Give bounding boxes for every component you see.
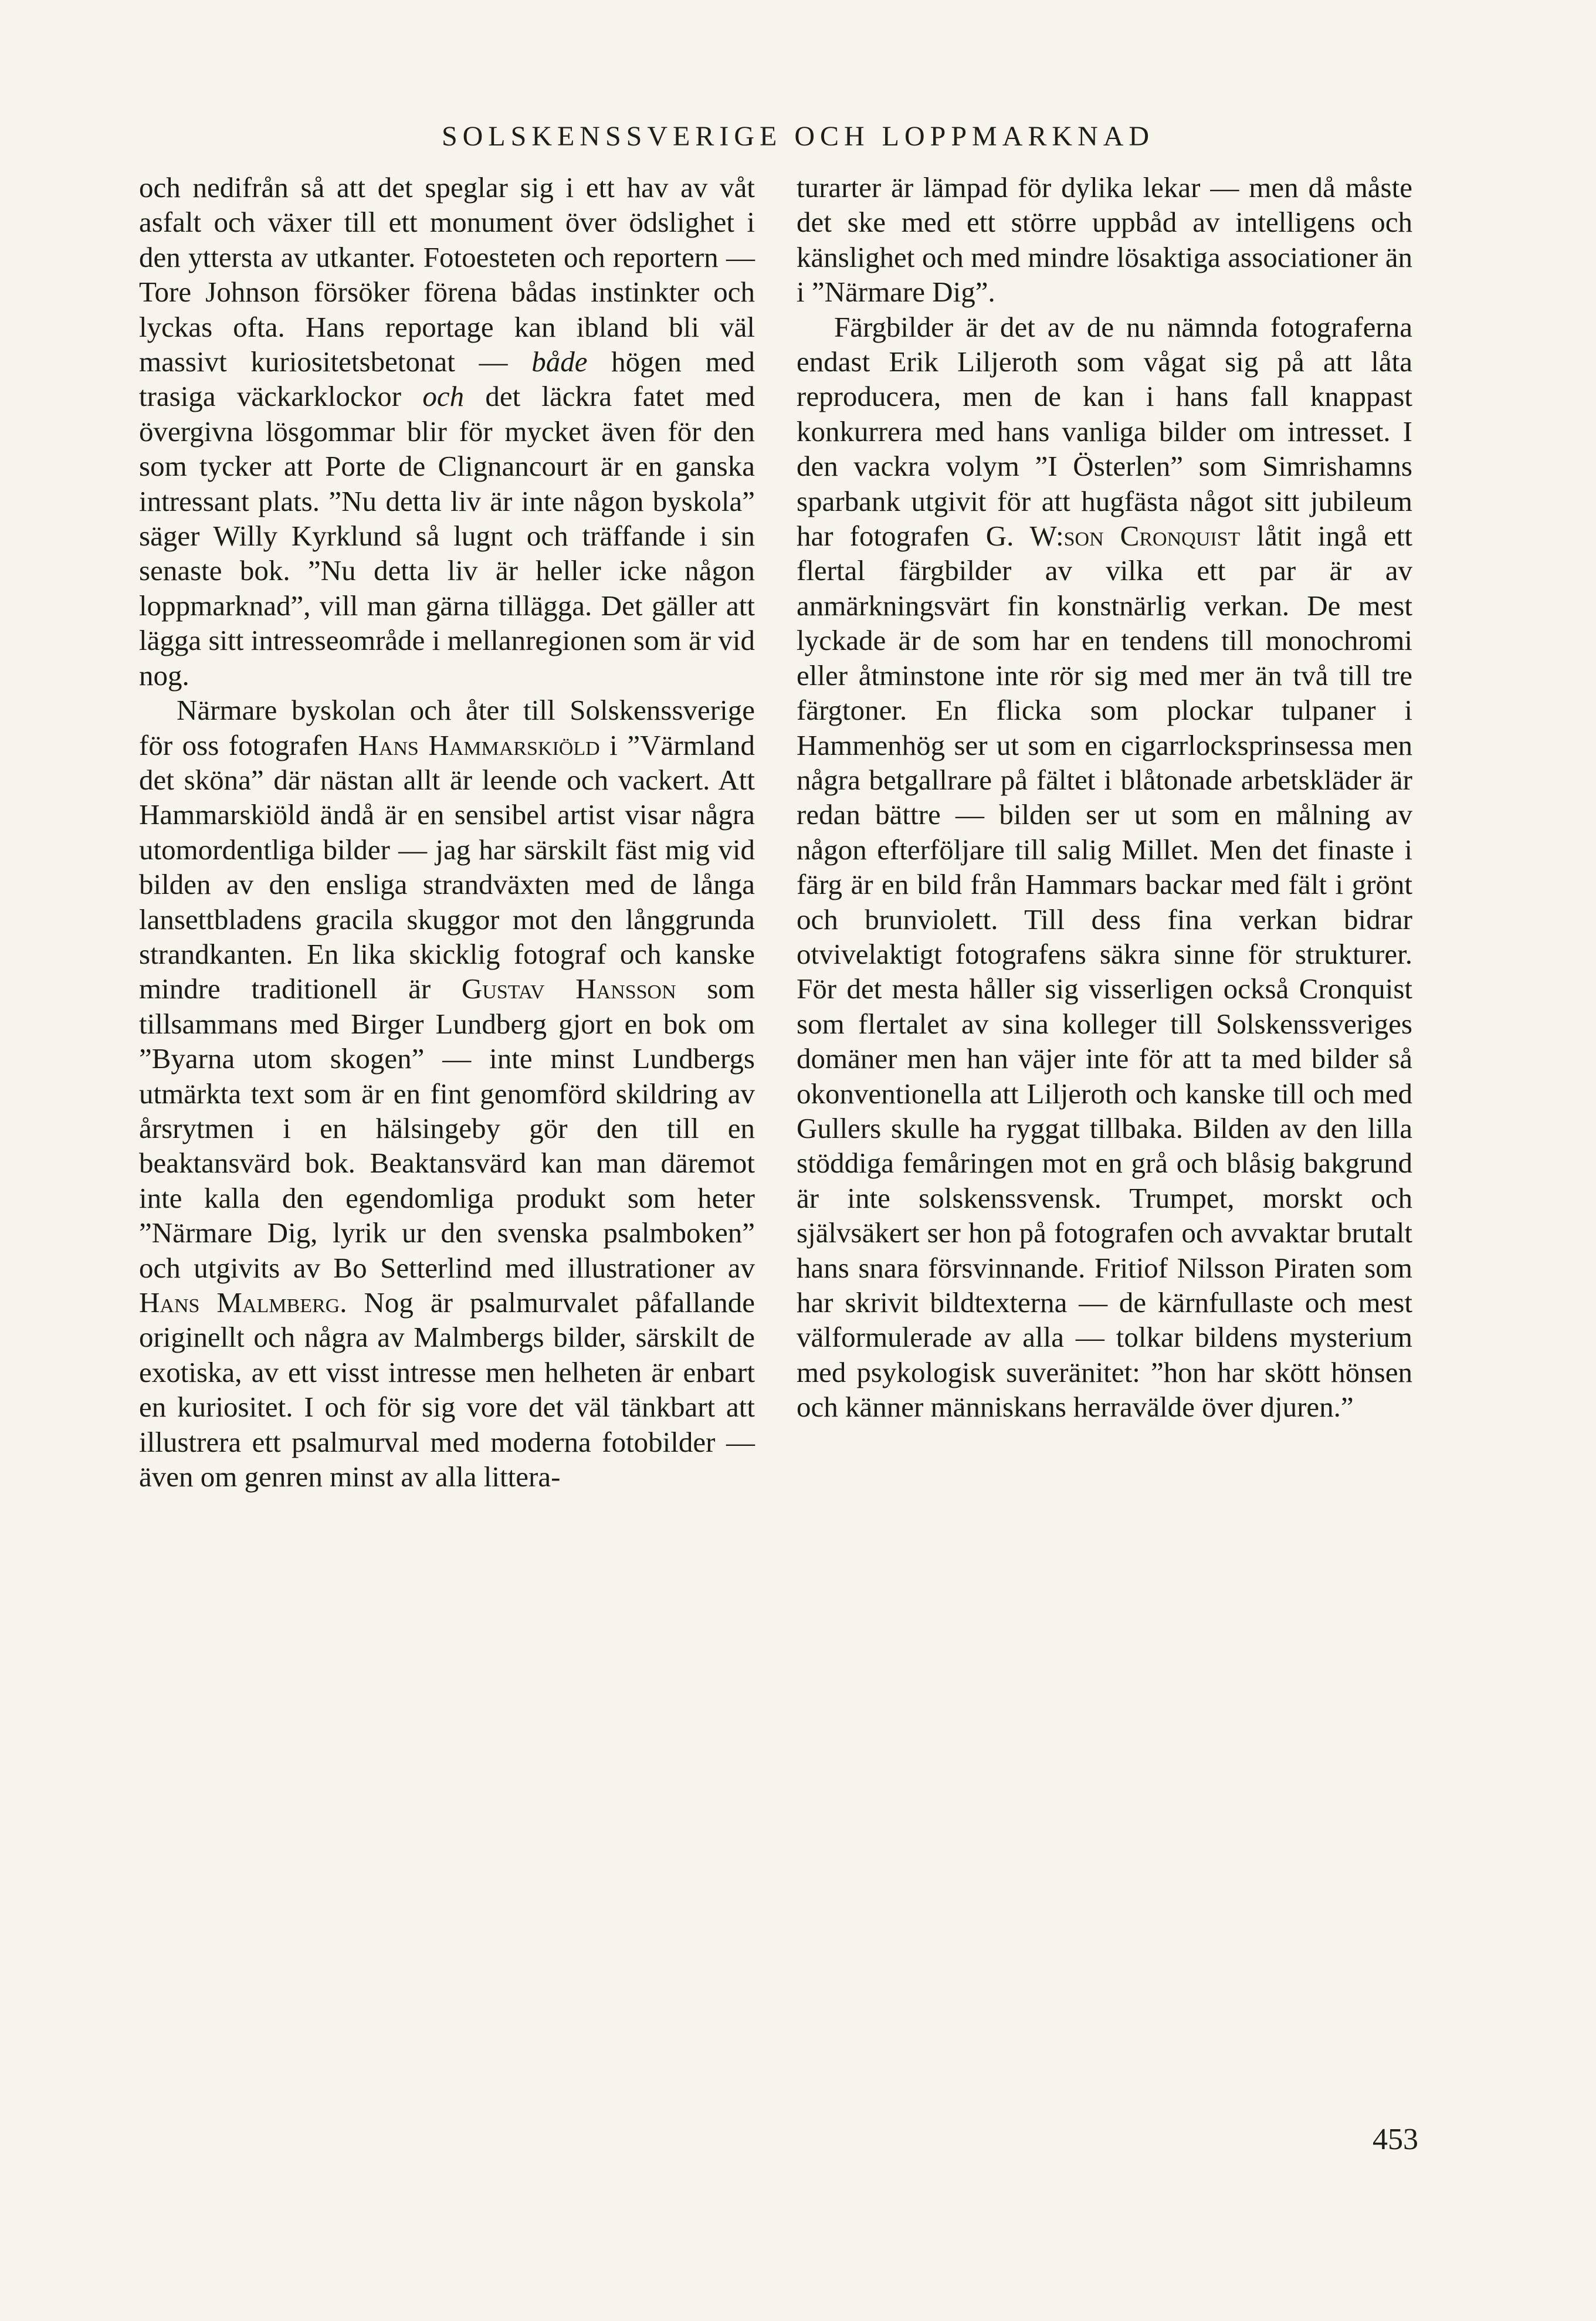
left-column	[139, 170, 755, 1494]
paragraph: och nedifrån så att det speglar sig i ett hav av våt asfalt och växer till ett monument över ödslighet i den yttersta av utkanter. Fotoesteten och reportern — Tore Johnson försöker förena bådas instinkter och lyckas ofta. Hans reportage kan ibland bli väl massivt kuriositetsbetonat — både högen med trasiga väckarklockor och det läckra fatet med övergivna lösgommar blir för mycket även för den som tycker att Porte de Clignancourt är en ganska intressant plats. ”Nu detta liv är inte någon byskola” säger Willy Kyrklund så lugnt och träffande i sin senaste bok. ”Nu detta liv är heller icke någon loppmarknad”, vill man gärna tillägga. Det gäller att lägga sitt intresseområde i mellanregionen som är vid nog.	[139, 171, 755, 692]
photographer-name: Gustav Hansson	[461, 973, 676, 1005]
paragraph: turarter är lämpad för dylika lekar — men då måste det ske med ett större uppbåd av intelligens och känslighet och med mindre lösaktiga associationer än i ”Närmare Dig”.	[797, 171, 1412, 309]
photographer-name: Hans Hammarskiöld	[358, 729, 600, 761]
page-number: 453	[1373, 2123, 1418, 2156]
running-title: SOLSKENSSVERIGE OCH LOPPMARKNAD	[441, 121, 1155, 152]
paragraph: Närmare byskolan och åter till Solskenssverige för oss fotografen Hans Hammarskiöld i ”Värmland det sköna” där nästan allt är leende och vackert. Att Hammarskiöld ändå är en sensibel artist visar några utomordentliga bilder — jag har särskilt fäst mig vid bilden av den ensliga strandväxten med de långa lansettbladens gracila skuggor mot den långgrunda strandkanten. En lika skicklig fotograf och kanske mindre traditionell är Gustav Hansson som tillsammans med Birger Lundberg gjort en bok om ”Byarna utom skogen” — inte minst Lundbergs utmärkta text som är en fint genomförd skildring av årsrytmen i en hälsingeby gör den till en beaktansvärd bok. Beaktansvärd kan man däremot inte kalla den egendomliga produkt som heter ”Närmare Dig, lyrik ur den svenska psalmboken” och utgivits av Bo Setterlind med illustrationer av Hans Malmberg. Nog är psalmurvalet påfallande originellt och några av Malmbergs bilder, särskilt de exotiska, av ett visst intresse men helheten är enbart en kuriositet. I och för sig vore det väl tänkbart att illustrera ett psalmurval med moderna fotobilder — även om genren minst av alla littera-	[139, 694, 755, 1493]
photographer-name: G. W:son Cronquist	[985, 520, 1241, 553]
right-column	[797, 170, 1412, 1425]
photographer-name: Hans Malmberg	[139, 1286, 340, 1319]
paragraph: Färgbilder är det av de nu nämnda fotograferna endast Erik Liljeroth som vågat sig på att låta reproducera, men de kan i hans fall knappast konkurrera med hans vanliga bilder om intresset. I den vackra volym ”I Österlen” som Simrishamns sparbank utgivit för att hugfästa något sitt jubileum har fotografen G. W:son Cronquist låtit ingå ett flertal färgbilder av vilka ett par är av anmärkningsvärt fin konstnärlig verkan. De mest lyckade är de som har en tendens till monochromi eller åtminstone inte rör sig med mer än två till tre färgtoner. En flicka som plockar tulpaner i Hammenhög ser ut som en cigarrlocksprinsessa men några betgallrare på fältet i blåtonade arbetskläder är redan bättre — bilden ser ut som en målning av någon efterföljare till salig Millet. Men det finaste i färg är en bild från Hammars backar med fält i grönt och brunviolett. Till dess fina verkan bidrar otvivelaktigt fotografens säkra sinne för strukturer. För det mesta håller sig visserligen också Cronquist som flertalet av sina kolleger till Solskenssveriges domäner men han väjer inte för att ta med bilder så okonventionella att Liljeroth och kanske till och med Gullers skulle ha ryggat tillbaka. Bilden av den lilla stöddiga femåringen mot en grå och blåsig bakgrund är inte solskenssvensk. Trumpet, morskt och självsäkert ser hon på fotografen och avvaktar brutalt hans snara försvinnande. Fritiof Nilsson Piraten som har skrivit bildtexterna — de kärnfullaste och mest välformulerade av alla — tolkar bildens mysterium med psykologisk suveränitet: ”hon har skött hönsen och känner människans herravälde över djuren.”	[797, 310, 1412, 1424]
